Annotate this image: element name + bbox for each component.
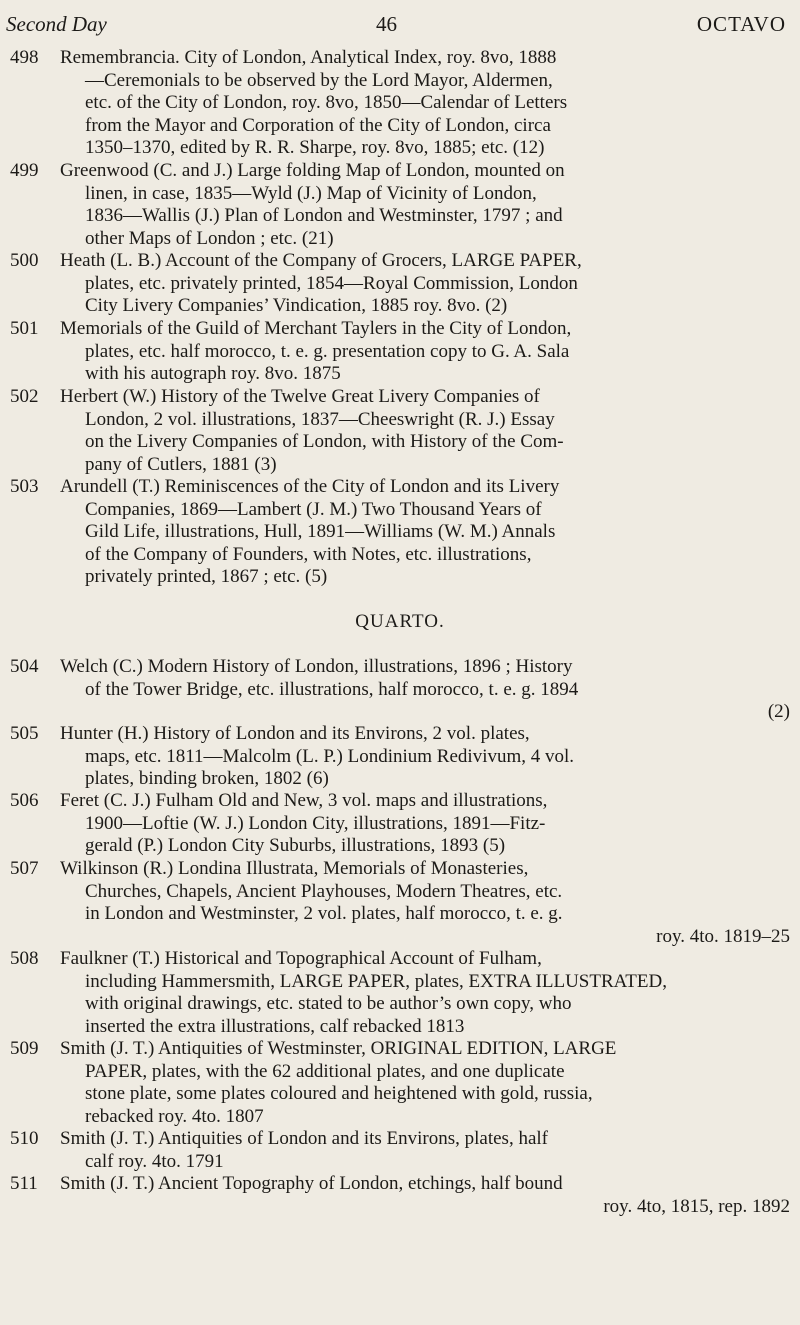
lot-line: maps, etc. 1811—Malcolm (L. P.) Londinium Redivivum, 4 vol. [85,745,575,767]
lot-line: PAPER, plates, with the 62 additional plates, and one duplicate [85,1060,565,1082]
lot-line: Herbert (W.) History of the Twelve Great Livery Companies of [60,386,540,407]
lot-number: 506 [10,790,39,811]
lot-line: linen, in case, 1835—Wyld (J.) Map of Vicinity of London, [85,182,537,204]
lot-line: Hunter (H.) History of London and its Environs, 2 vol. plates, [60,723,530,744]
lot-line: (2) [767,701,790,722]
lot-number: 500 [10,250,39,271]
lot-description [60,47,790,160]
lot-line: roy. 4to, 1815, rep. 1892 [603,1195,790,1217]
lot-line: other Maps of London ; etc. (21) [85,227,334,249]
lot-line: Feret (C. J.) Fulham Old and New, 3 vol. maps and illustrations, [60,790,548,811]
lot-line: Gild Life, illustrations, Hull, 1891—Williams (W. M.) Annals [85,521,556,542]
lot-line: Welch (C.) Modern History of London, illustrations, 1896 ; History [60,656,573,677]
lot-number: 508 [10,948,39,969]
lot-line: Faulkner (T.) Historical and Topographical Account of Fulham, [60,948,542,969]
lot-description [60,723,790,791]
lot-line: Memorials of the Guild of Merchant Taylers in the City of London, [60,318,572,339]
lot-description [60,1038,790,1128]
lot-line: Arundell (T.) Reminiscences of the City of London and its Livery [60,476,560,497]
lot-line: plates, etc. half morocco, t. e. g. presentation copy to G. A. Sala [85,340,570,362]
lot-number: 499 [10,160,39,181]
lot-line: stone plate, some plates coloured and heightened with gold, russia, [85,1083,593,1104]
lot-line: 1350–1370, edited by R. R. Sharpe, roy. 8vo, 1885; etc. (12) [85,137,545,158]
lot-number: 503 [10,476,39,497]
lot-number: 511 [10,1173,38,1194]
lot-line: Remembrancia. City of London, Analytical Index, roy. 8vo, 1888 [60,47,557,68]
lot-line: plates, etc. privately printed, 1854—Royal Commission, London [85,272,578,294]
lot-description [60,656,790,724]
lot-line: —Ceremonials to be observed by the Lord Mayor, Aldermen, [85,69,553,91]
lot-number: 509 [10,1038,39,1059]
lot-number: 507 [10,858,39,879]
lot-line: City Livery Companies’ Vindication, 1885 roy. 8vo. (2) [85,295,508,316]
lot-description [60,476,790,589]
lot-number: 498 [10,47,39,68]
lot-description [60,790,790,858]
lot-line: Heath (L. B.) Account of the Company of Grocers, LARGE PAPER, [60,250,582,271]
lot-line: plates, binding broken, 1802 (6) [85,768,329,789]
lot-description [60,250,790,318]
lot-number: 504 [10,656,39,677]
lot-line: pany of Cutlers, 1881 (3) [85,453,277,475]
lot-line: privately printed, 1867 ; etc. (5) [85,566,328,587]
lot-line: 1836—Wallis (J.) Plan of London and Westminster, 1797 ; and [85,205,563,226]
lot-line: Smith (J. T.) Antiquities of London and its Environs, plates, half [60,1128,548,1149]
lot-line: of the Company of Founders, with Notes, etc. illustrations, [85,543,532,565]
lot-line: rebacked roy. 4to. 1807 [85,1105,264,1127]
lot-line: Churches, Chapels, Ancient Playhouses, Modern Theatres, etc. [85,880,563,902]
lot-line: Wilkinson (R.) Londina Illustrata, Memorials of Monasteries, [60,858,529,879]
lot-line: Smith (J. T.) Ancient Topography of London, etchings, half bound [60,1173,563,1194]
lot-description [60,1173,790,1218]
lot-description [60,160,790,250]
lot-line: Smith (J. T.) Antiquities of Westminster, ORIGINAL EDITION, LARGE [60,1038,617,1059]
lot-line: calf roy. 4to. 1791 [85,1150,224,1172]
lot-line: Greenwood (C. and J.) Large folding Map of London, mounted on [60,160,565,181]
lot-line: roy. 4to. 1819–25 [656,925,790,947]
lot-description [60,858,790,948]
lot-number: 505 [10,723,39,744]
lot-line: of the Tower Bridge, etc. illustrations, half morocco, t. e. g. 1894 [85,678,579,700]
section-heading: QUARTO. [355,611,445,632]
lot-line: gerald (P.) London City Suburbs, illustrations, 1893 (5) [85,835,506,856]
lot-number: 510 [10,1128,39,1149]
lot-line: inserted the extra illustrations, calf rebacked 1813 [85,1015,465,1037]
lot-description [60,948,790,1038]
lot-number: 501 [10,318,39,339]
lot-line: with his autograph roy. 8vo. 1875 [85,363,341,384]
lot-line: Companies, 1869—Lambert (J. M.) Two Thousand Years of [85,498,542,520]
lot-number: 502 [10,386,39,407]
lot-line: on the Livery Companies of London, with History of the Com- [85,431,564,452]
lot-description [60,386,790,476]
lot-description [60,318,790,386]
lot-description [60,1128,790,1173]
lot-line: in London and Westminster, 2 vol. plates, half morocco, t. e. g. [85,903,563,924]
page-header [6,6,786,40]
page-number: 46 [376,12,397,36]
lot-line: including Hammersmith, LARGE PAPER, plates, EXTRA ILLUSTRATED, [85,970,667,992]
running-head: Second Day [6,12,107,36]
format-heading: OCTAVO [696,12,786,36]
lot-line: from the Mayor and Corporation of the City of London, circa [85,114,551,136]
lot-line: London, 2 vol. illustrations, 1837—Cheeswright (R. J.) Essay [85,408,555,430]
lot-line: 1900—Loftie (W. J.) London City, illustrations, 1891—Fitz- [85,812,546,834]
lot-line: with original drawings, etc. stated to be author’s own copy, who [85,993,572,1014]
lot-line: etc. of the City of London, roy. 8vo, 1850—Calendar of Letters [85,92,568,113]
